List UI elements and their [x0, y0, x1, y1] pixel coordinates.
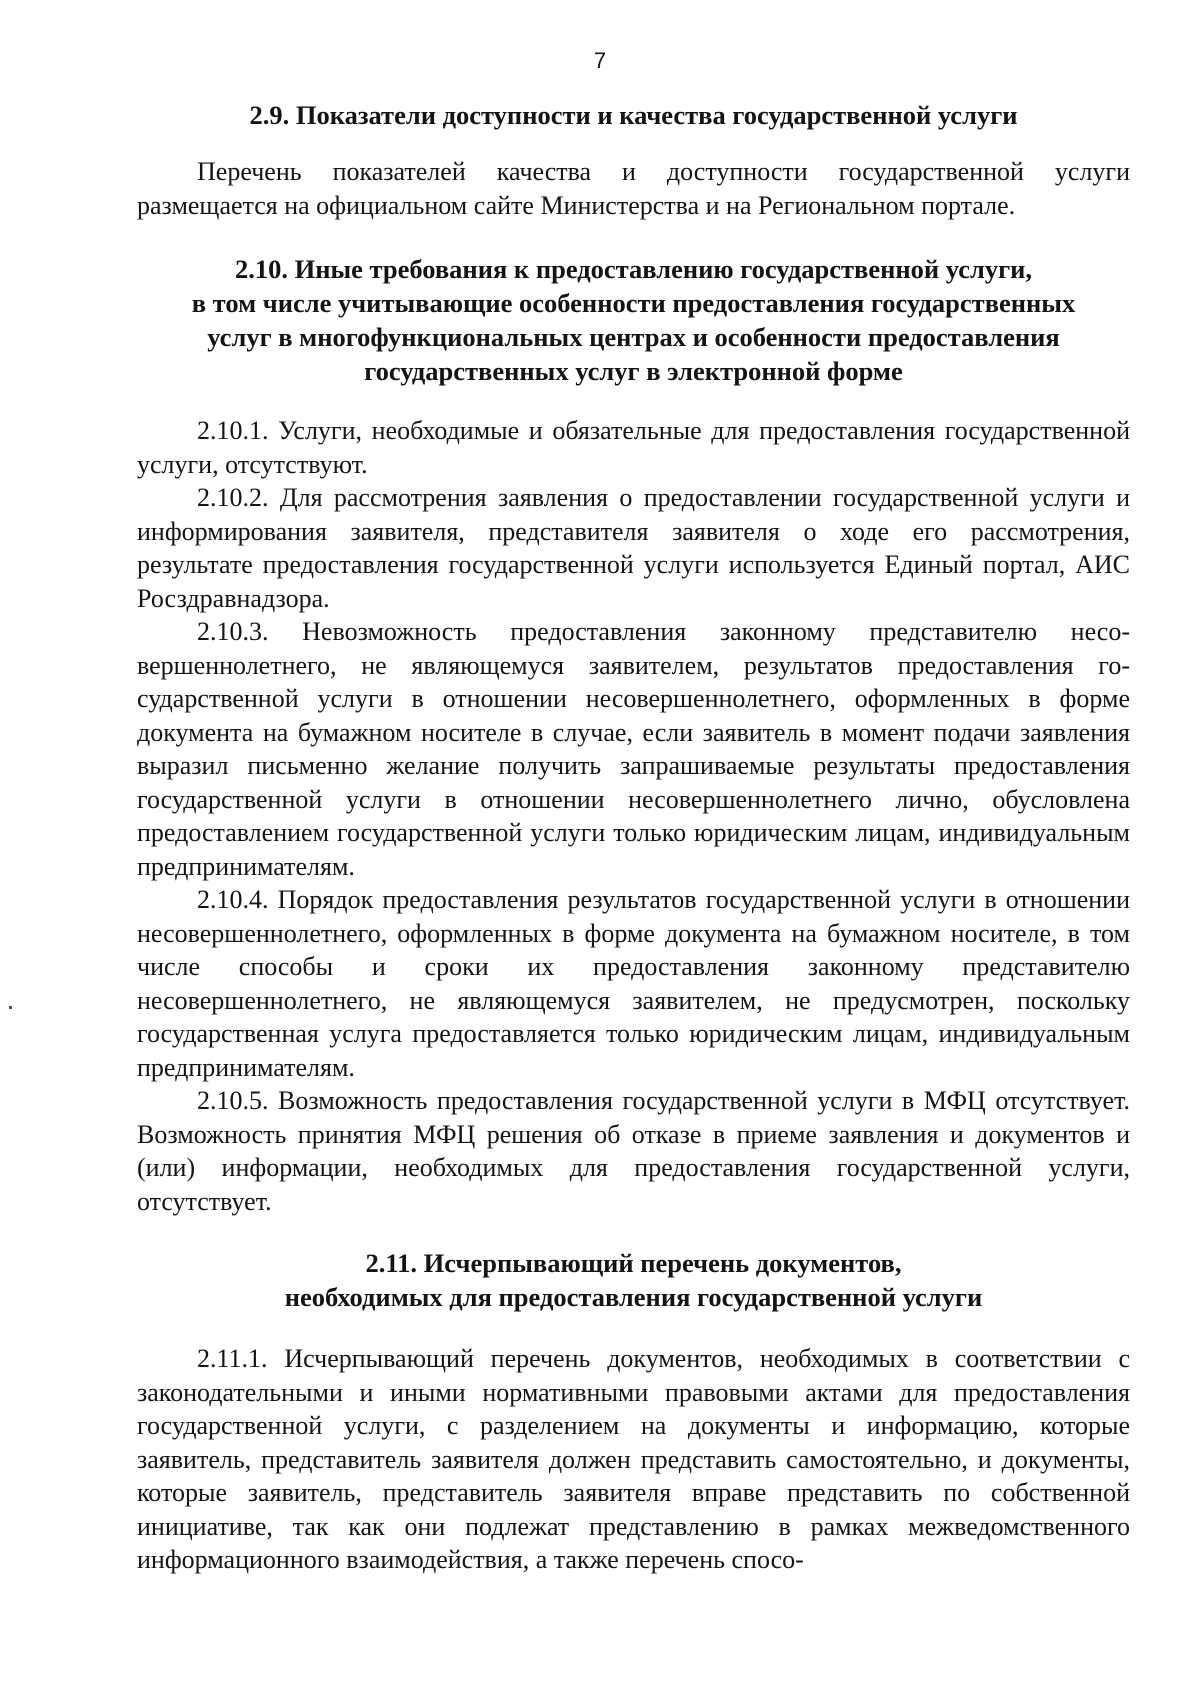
paragraph-2-11-1: 2.11.1. Исчерпывающий перечень документов, необходимых в соответствии с законодательными и иными нормативными правовыми актами для предоставления государственной услуги, с разделением на документы и информацию, которые заявитель, представитель заявителя должен представить самостоятельно, и документы, которые заявитель, представитель заявителя вправе представить по собственной инициативе, так как они подлежат представлению в рамках межведомственного информационного взаимодействия, а также перечень спосо-	[137, 1344, 1130, 1574]
heading-line: государственных услуг в электронной форме	[364, 356, 903, 386]
scan-mark	[9, 1006, 12, 1009]
section-2-11-heading	[137, 1246, 1130, 1314]
paragraph-2-10-5: 2.10.5. Возможность предоставления государственной услуги в МФЦ отсутствует. Возможность принятия МФЦ решения об отказе в приеме заявления и документов и (или) информации, необходимых для предоставления государственной услуги, отсутствует.	[137, 1086, 1130, 1216]
section-2-9-paragraph: Перечень показателей качества и доступности государственной услуги размещается на официальном сайте Министерства и на Региональном портале.	[137, 157, 1130, 220]
heading-line: 2.10. Иные требования к предоставлению государственной услуги,	[234, 254, 1033, 284]
heading-line: необходимых для предоставления государственной услуги	[284, 1282, 983, 1312]
section-2-9-heading	[137, 98, 1130, 132]
section-2-10-heading	[137, 252, 1130, 388]
paragraph-2-10-1: 2.10.1. Услуги, необходимые и обязательные для предоставления государственной услуги, отсутствуют.	[137, 416, 1130, 479]
paragraph-2-10-2: 2.10.2. Для рассмотрения заявления о предоставлении государственной услуги и информирования заявителя, представителя заявителя о ходе его рассмотрения, результате предоставления государственной услуги используется Единый портал, АИС Росздравнадзора.	[137, 483, 1130, 613]
page-number: 7	[593, 48, 607, 73]
heading-line: в том числе учитывающие особенности предоставления государственных	[191, 288, 1076, 318]
paragraph-2-10-3: 2.10.3. Невозможность предоставления законному представителю несовершеннолетнего, не являющемуся заявителем, результатов предоставления государственной услуги в отношении несовершеннолетнего, оформленных в форме документа на бумажном носителе в случае, если заявитель в момент подачи заявления выразил письменно желание получить запрашиваемые результаты предоставления государственной услуги в отношении несовершеннолетнего лично, обусловлена предоставлением государственной услуги только юридическим лицам, индивидуальным предпринимателям.	[137, 617, 1130, 881]
heading-line: услуг в многофункциональных центрах и особенности предоставления	[207, 322, 1060, 352]
heading-line: 2.11. Исчерпывающий перечень документов,	[365, 1248, 902, 1278]
paragraph-2-10-4: 2.10.4. Порядок предоставления результатов государственной услуги в отношении несовершеннолетнего, оформленных в форме документа на бумажном носителе, в том числе способы и сроки их предоставления законному представителю несовершеннолетнего, не являющемуся заявителем, не предусмотрен, поскольку государственная услуга предоставляется только юридическим лицам, индивидуальным предпринимателям.	[137, 885, 1130, 1082]
document-body	[137, 98, 1130, 1577]
heading-line: 2.9. Показатели доступности и качества государственной услуги	[249, 100, 1018, 130]
